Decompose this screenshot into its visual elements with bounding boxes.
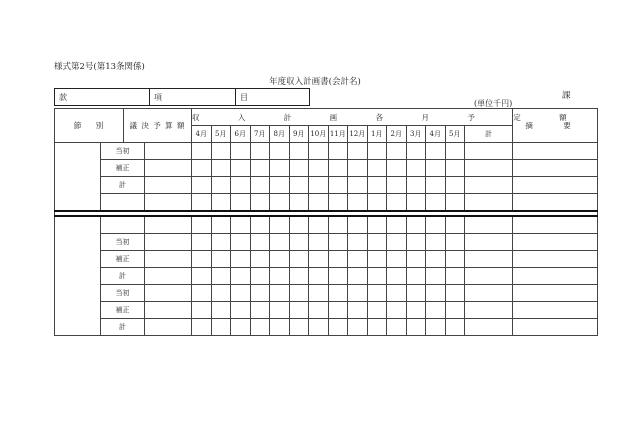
month-cell[interactable] <box>250 268 270 285</box>
month-cell[interactable] <box>211 302 231 319</box>
month-header: 5月 <box>211 126 231 143</box>
row-label: 当初 <box>101 143 145 160</box>
setsu-label: 節 <box>73 121 83 130</box>
plan-header: 収 入 計 画 各 月 予 定 額 <box>192 109 513 126</box>
month-cell[interactable] <box>367 216 387 234</box>
month-header: 11月 <box>328 126 348 143</box>
month-cell[interactable] <box>328 194 348 212</box>
month-cell[interactable] <box>192 160 212 177</box>
month-cell[interactable] <box>426 143 446 160</box>
row-label <box>101 194 145 212</box>
total-cell[interactable] <box>465 216 513 234</box>
month-cell[interactable] <box>328 216 348 234</box>
note-cell[interactable] <box>513 319 598 336</box>
month-cell[interactable] <box>289 285 309 302</box>
month-cell[interactable] <box>387 160 407 177</box>
month-cell[interactable] <box>406 216 426 234</box>
header-row-1 <box>55 109 598 126</box>
month-cell[interactable] <box>348 302 368 319</box>
month-cell[interactable] <box>367 234 387 251</box>
month-cell[interactable] <box>231 285 251 302</box>
month-cell[interactable] <box>231 251 251 268</box>
table-row <box>55 160 598 177</box>
month-header: 9月 <box>289 126 309 143</box>
month-cell[interactable] <box>289 302 309 319</box>
month-cell[interactable] <box>348 216 368 234</box>
note-cell[interactable] <box>513 194 598 212</box>
month-cell[interactable] <box>445 177 465 194</box>
month-cell[interactable] <box>270 268 290 285</box>
month-header: 7月 <box>250 126 270 143</box>
month-cell[interactable] <box>367 251 387 268</box>
note-cell[interactable] <box>513 268 598 285</box>
month-cell[interactable] <box>309 216 329 234</box>
month-cell[interactable] <box>270 319 290 336</box>
month-cell[interactable] <box>289 251 309 268</box>
note-cell[interactable] <box>513 234 598 251</box>
month-cell[interactable] <box>426 285 446 302</box>
month-cell[interactable] <box>250 251 270 268</box>
month-cell[interactable] <box>270 216 290 234</box>
month-cell[interactable] <box>270 194 290 212</box>
month-cell[interactable] <box>406 160 426 177</box>
month-cell[interactable] <box>426 177 446 194</box>
kan-label: 款 <box>59 92 67 102</box>
setsu-cell[interactable] <box>55 143 101 212</box>
note-cell[interactable] <box>513 302 598 319</box>
month-cell[interactable] <box>367 319 387 336</box>
month-cell[interactable] <box>328 143 348 160</box>
month-cell[interactable] <box>211 160 231 177</box>
month-cell[interactable] <box>367 285 387 302</box>
month-cell[interactable] <box>387 251 407 268</box>
budget-cell[interactable] <box>145 268 192 285</box>
month-header: 1月 <box>367 126 387 143</box>
row-label: 補正 <box>101 160 145 177</box>
month-cell[interactable] <box>328 177 348 194</box>
month-cell[interactable] <box>250 160 270 177</box>
month-cell[interactable] <box>309 194 329 212</box>
table-row <box>55 285 598 302</box>
month-cell[interactable] <box>348 285 368 302</box>
month-cell[interactable] <box>367 268 387 285</box>
month-cell[interactable] <box>289 216 309 234</box>
month-cell[interactable] <box>270 143 290 160</box>
row-label: 計 <box>101 268 145 285</box>
month-cell[interactable] <box>231 268 251 285</box>
month-cell[interactable] <box>192 302 212 319</box>
month-cell[interactable] <box>250 194 270 212</box>
month-cell[interactable] <box>328 160 348 177</box>
month-cell[interactable] <box>387 177 407 194</box>
month-cell[interactable] <box>309 319 329 336</box>
total-cell[interactable] <box>465 285 513 302</box>
month-cell[interactable] <box>445 234 465 251</box>
month-cell[interactable] <box>445 302 465 319</box>
month-cell[interactable] <box>426 160 446 177</box>
month-cell[interactable] <box>348 143 368 160</box>
month-cell[interactable] <box>309 285 329 302</box>
note-cell[interactable] <box>513 143 598 160</box>
month-cell[interactable] <box>348 251 368 268</box>
month-cell[interactable] <box>426 268 446 285</box>
month-cell[interactable] <box>387 268 407 285</box>
total-cell[interactable] <box>465 143 513 160</box>
month-cell[interactable] <box>289 177 309 194</box>
month-cell[interactable] <box>192 319 212 336</box>
month-cell[interactable] <box>211 268 231 285</box>
total-cell[interactable] <box>465 302 513 319</box>
month-cell[interactable] <box>192 216 212 234</box>
month-cell[interactable] <box>192 234 212 251</box>
month-header: 4月 <box>426 126 446 143</box>
month-cell[interactable] <box>426 251 446 268</box>
month-cell[interactable] <box>192 251 212 268</box>
month-cell[interactable] <box>445 194 465 212</box>
table-row <box>55 268 598 285</box>
month-cell[interactable] <box>250 302 270 319</box>
month-header: 8月 <box>270 126 290 143</box>
month-cell[interactable] <box>270 234 290 251</box>
month-cell[interactable] <box>387 143 407 160</box>
month-cell[interactable] <box>231 302 251 319</box>
month-cell[interactable] <box>211 194 231 212</box>
month-cell[interactable] <box>328 302 348 319</box>
month-cell[interactable] <box>309 302 329 319</box>
total-cell[interactable] <box>465 194 513 212</box>
month-cell[interactable] <box>387 234 407 251</box>
month-cell[interactable] <box>192 285 212 302</box>
month-cell[interactable] <box>426 234 446 251</box>
row-label: 計 <box>101 319 145 336</box>
month-cell[interactable] <box>231 216 251 234</box>
table-row <box>55 302 598 319</box>
total-cell[interactable] <box>465 319 513 336</box>
budget-cell[interactable] <box>145 319 192 336</box>
budget-cell[interactable] <box>145 177 192 194</box>
month-cell[interactable] <box>406 177 426 194</box>
month-cell[interactable] <box>367 143 387 160</box>
month-cell[interactable] <box>367 177 387 194</box>
table-row <box>55 143 598 160</box>
moku-label: 目 <box>240 92 248 102</box>
month-header: 6月 <box>231 126 251 143</box>
note-header: 摘 要 <box>513 109 598 143</box>
row-label: 補正 <box>101 251 145 268</box>
month-cell[interactable] <box>367 194 387 212</box>
month-cell[interactable] <box>270 177 290 194</box>
table-row <box>55 216 598 234</box>
month-cell[interactable] <box>406 302 426 319</box>
row-label <box>101 216 145 234</box>
kou-label: 項 <box>154 92 162 102</box>
month-cell[interactable] <box>406 319 426 336</box>
month-cell[interactable] <box>445 285 465 302</box>
month-header: 3月 <box>406 126 426 143</box>
month-cell[interactable] <box>406 251 426 268</box>
month-cell[interactable] <box>270 160 290 177</box>
row-label: 計 <box>101 177 145 194</box>
row-label: 当初 <box>101 285 145 302</box>
table-row <box>55 234 598 251</box>
budget-cell[interactable] <box>145 285 192 302</box>
month-cell[interactable] <box>211 216 231 234</box>
month-cell[interactable] <box>328 319 348 336</box>
setsu-betsu-header <box>55 109 124 143</box>
month-cell[interactable] <box>328 251 348 268</box>
month-header: 4月 <box>192 126 212 143</box>
budget-cell[interactable] <box>145 251 192 268</box>
month-cell[interactable] <box>406 234 426 251</box>
month-cell[interactable] <box>406 285 426 302</box>
month-cell[interactable] <box>387 302 407 319</box>
month-cell[interactable] <box>289 143 309 160</box>
month-cell[interactable] <box>211 234 231 251</box>
row-label: 当初 <box>101 234 145 251</box>
month-cell[interactable] <box>406 268 426 285</box>
month-cell[interactable] <box>270 302 290 319</box>
month-cell[interactable] <box>309 251 329 268</box>
month-header: 10月 <box>309 126 329 143</box>
month-cell[interactable] <box>250 285 270 302</box>
note-cell[interactable] <box>513 251 598 268</box>
month-cell[interactable] <box>406 194 426 212</box>
month-cell[interactable] <box>309 143 329 160</box>
form-title: 年度収入計画書(会計名) <box>269 77 361 87</box>
month-cell[interactable] <box>250 177 270 194</box>
month-cell[interactable] <box>250 319 270 336</box>
month-cell[interactable] <box>387 285 407 302</box>
total-cell[interactable] <box>465 251 513 268</box>
month-header: 5月 <box>445 126 465 143</box>
month-cell[interactable] <box>445 143 465 160</box>
month-cell[interactable] <box>348 160 368 177</box>
table-row <box>55 194 598 212</box>
month-cell[interactable] <box>289 194 309 212</box>
month-cell[interactable] <box>211 285 231 302</box>
month-cell[interactable] <box>250 143 270 160</box>
month-cell[interactable] <box>348 268 368 285</box>
month-header: 12月 <box>348 126 368 143</box>
month-cell[interactable] <box>270 251 290 268</box>
total-header: 計 <box>465 126 513 143</box>
total-cell[interactable] <box>465 268 513 285</box>
setsu-cell[interactable] <box>55 216 101 336</box>
month-cell[interactable] <box>406 143 426 160</box>
budget-header: 議 決 予 算 額 <box>124 109 192 143</box>
month-cell[interactable] <box>426 302 446 319</box>
month-cell[interactable] <box>211 177 231 194</box>
kan-field[interactable] <box>55 89 150 106</box>
moku-field[interactable] <box>236 89 310 106</box>
month-cell[interactable] <box>309 177 329 194</box>
month-cell[interactable] <box>250 216 270 234</box>
month-cell[interactable] <box>211 143 231 160</box>
month-cell[interactable] <box>211 319 231 336</box>
table-row <box>55 251 598 268</box>
month-cell[interactable] <box>192 268 212 285</box>
month-cell[interactable] <box>192 177 212 194</box>
month-cell[interactable] <box>445 268 465 285</box>
month-cell[interactable] <box>250 234 270 251</box>
month-cell[interactable] <box>328 234 348 251</box>
month-cell[interactable] <box>387 216 407 234</box>
row-label: 補正 <box>101 302 145 319</box>
note-cell[interactable] <box>513 216 598 234</box>
month-cell[interactable] <box>289 160 309 177</box>
month-cell[interactable] <box>192 194 212 212</box>
month-cell[interactable] <box>445 160 465 177</box>
month-cell[interactable] <box>348 234 368 251</box>
month-cell[interactable] <box>231 234 251 251</box>
month-cell[interactable] <box>426 194 446 212</box>
month-cell[interactable] <box>289 234 309 251</box>
section-label: 課 <box>562 91 571 101</box>
month-cell[interactable] <box>387 194 407 212</box>
total-cell[interactable] <box>465 177 513 194</box>
month-cell[interactable] <box>309 160 329 177</box>
revenue-plan-table <box>54 108 598 336</box>
month-cell[interactable] <box>231 160 251 177</box>
betsu-label: 別 <box>95 121 105 130</box>
note-cell[interactable] <box>513 285 598 302</box>
month-cell[interactable] <box>348 194 368 212</box>
month-cell[interactable] <box>231 177 251 194</box>
note-cell[interactable] <box>513 177 598 194</box>
form-reference: 様式第2号(第13条関係) <box>54 62 145 72</box>
budget-cell[interactable] <box>145 302 192 319</box>
month-cell[interactable] <box>231 143 251 160</box>
month-cell[interactable] <box>387 319 407 336</box>
month-cell[interactable] <box>211 251 231 268</box>
month-cell[interactable] <box>445 319 465 336</box>
budget-cell[interactable] <box>145 160 192 177</box>
unit-label: (単位千円) <box>474 99 513 108</box>
month-cell[interactable] <box>445 251 465 268</box>
month-cell[interactable] <box>309 268 329 285</box>
month-cell[interactable] <box>445 216 465 234</box>
month-cell[interactable] <box>289 319 309 336</box>
account-header-table <box>54 88 310 106</box>
month-header: 2月 <box>387 126 407 143</box>
month-cell[interactable] <box>231 319 251 336</box>
total-cell[interactable] <box>465 160 513 177</box>
budget-cell[interactable] <box>145 234 192 251</box>
budget-cell[interactable] <box>145 143 192 160</box>
table-row <box>55 319 598 336</box>
month-cell[interactable] <box>367 160 387 177</box>
month-cell[interactable] <box>328 268 348 285</box>
table-row <box>55 177 598 194</box>
month-cell[interactable] <box>348 319 368 336</box>
month-cell[interactable] <box>426 319 446 336</box>
month-cell[interactable] <box>328 285 348 302</box>
budget-cell[interactable] <box>145 194 192 212</box>
kou-field[interactable] <box>150 89 236 106</box>
budget-cell[interactable] <box>145 216 192 234</box>
month-cell[interactable] <box>426 216 446 234</box>
month-cell[interactable] <box>309 234 329 251</box>
month-cell[interactable] <box>192 143 212 160</box>
total-cell[interactable] <box>465 234 513 251</box>
month-cell[interactable] <box>231 194 251 212</box>
month-cell[interactable] <box>270 285 290 302</box>
month-cell[interactable] <box>348 177 368 194</box>
month-cell[interactable] <box>289 268 309 285</box>
month-cell[interactable] <box>367 302 387 319</box>
note-cell[interactable] <box>513 160 598 177</box>
